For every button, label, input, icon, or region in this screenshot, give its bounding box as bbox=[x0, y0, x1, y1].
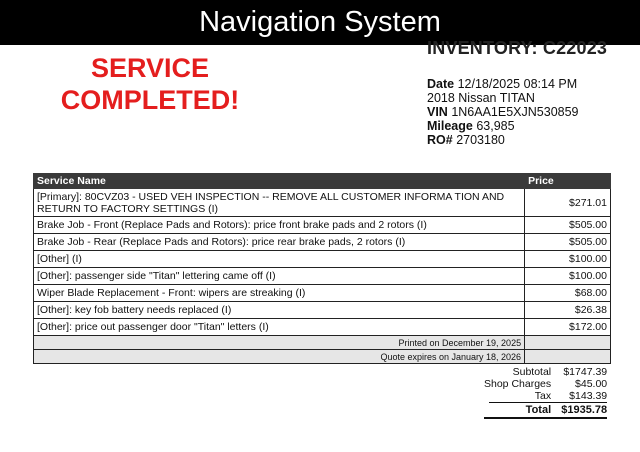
price-header: Price bbox=[525, 174, 611, 189]
app-title: Navigation System bbox=[199, 6, 441, 38]
ro-row bbox=[427, 133, 579, 147]
printed-spacer bbox=[525, 336, 611, 350]
shop-charges-value: $45.00 bbox=[575, 378, 608, 390]
shop-charges-row bbox=[484, 378, 607, 390]
service-price: $505.00 bbox=[525, 234, 611, 251]
printed-date: Printed on December 19, 2025 bbox=[34, 336, 525, 350]
service-price: $100.00 bbox=[525, 268, 611, 285]
service-table bbox=[33, 173, 611, 364]
expires-row bbox=[34, 350, 611, 364]
ro-label: RO# bbox=[427, 133, 453, 147]
service-name: [Other] (I) bbox=[34, 251, 525, 268]
service-price: $172.00 bbox=[525, 319, 611, 336]
service-price: $271.01 bbox=[525, 189, 611, 217]
service-name: Wiper Blade Replacement - Front: wipers are streaking (I) bbox=[34, 285, 525, 302]
service-price: $68.00 bbox=[525, 285, 611, 302]
subtotal-label: Subtotal bbox=[512, 366, 552, 378]
table-row bbox=[34, 319, 611, 336]
inventory-number: INVENTORY: C22023 bbox=[427, 38, 608, 58]
expires-spacer bbox=[525, 350, 611, 364]
table-row bbox=[34, 285, 611, 302]
service-name: [Primary]: 80CVZ03 - USED VEH INSPECTION -- REMOVE ALL CUSTOMER INFORMA TION AND RETURN TO FACTORY SETTINGS (I) bbox=[34, 189, 525, 217]
service-name: [Other]: passenger side "Titan" lettering came off (I) bbox=[34, 268, 525, 285]
vin-label: VIN bbox=[427, 105, 448, 119]
table-row bbox=[34, 251, 611, 268]
vin-value: 1N6AA1E5XJN530859 bbox=[451, 105, 579, 119]
tax-label: Tax bbox=[534, 390, 552, 402]
date-value: 12/18/2025 08:14 PM bbox=[457, 77, 578, 91]
service-name: Brake Job - Front (Replace Pads and Rotors): price front brake pads and 2 rotors (I) bbox=[34, 217, 525, 234]
subtotal-value: $1747.39 bbox=[563, 366, 608, 378]
status-line-1: SERVICE bbox=[90, 53, 210, 83]
table-row bbox=[34, 268, 611, 285]
total-value: $1935.78 bbox=[561, 404, 608, 416]
service-name: [Other]: price out passenger door "Titan" letters (I) bbox=[34, 319, 525, 336]
quote-expiry: Quote expires on January 18, 2026 bbox=[34, 350, 525, 364]
table-row bbox=[34, 189, 611, 217]
totals-divider bbox=[489, 402, 607, 403]
service-name: Brake Job - Rear (Replace Pads and Rotors): price rear brake pads, 2 rotors (I) bbox=[34, 234, 525, 251]
mileage-row bbox=[427, 119, 579, 133]
vin-row bbox=[427, 105, 579, 119]
service-name-header: Service Name bbox=[34, 174, 525, 189]
table-row bbox=[34, 217, 611, 234]
total-row bbox=[484, 404, 607, 419]
vehicle-name: 2018 Nissan TITAN bbox=[427, 91, 535, 105]
table-row bbox=[34, 302, 611, 319]
service-status bbox=[40, 52, 260, 116]
table-row bbox=[34, 234, 611, 251]
total-label: Total bbox=[525, 404, 552, 416]
status-line-2: COMPLETED! bbox=[60, 85, 240, 115]
service-price: $100.00 bbox=[525, 251, 611, 268]
mileage-value: 63,985 bbox=[476, 119, 515, 133]
mileage-label: Mileage bbox=[427, 119, 473, 133]
tax-value: $143.39 bbox=[569, 390, 608, 402]
ro-value: 2703180 bbox=[456, 133, 505, 147]
shop-charges-label: Shop Charges bbox=[484, 378, 552, 390]
service-name: [Other]: key fob battery needs replaced (I) bbox=[34, 302, 525, 319]
tax-row bbox=[484, 390, 607, 402]
service-price: $505.00 bbox=[525, 217, 611, 234]
service-price: $26.38 bbox=[525, 302, 611, 319]
table-header-row bbox=[34, 174, 611, 189]
printed-row bbox=[34, 336, 611, 350]
date-label: Date bbox=[427, 77, 455, 91]
vehicle-details bbox=[427, 77, 579, 147]
totals-block bbox=[484, 366, 607, 419]
date-row bbox=[427, 77, 579, 91]
subtotal-row bbox=[484, 366, 607, 378]
